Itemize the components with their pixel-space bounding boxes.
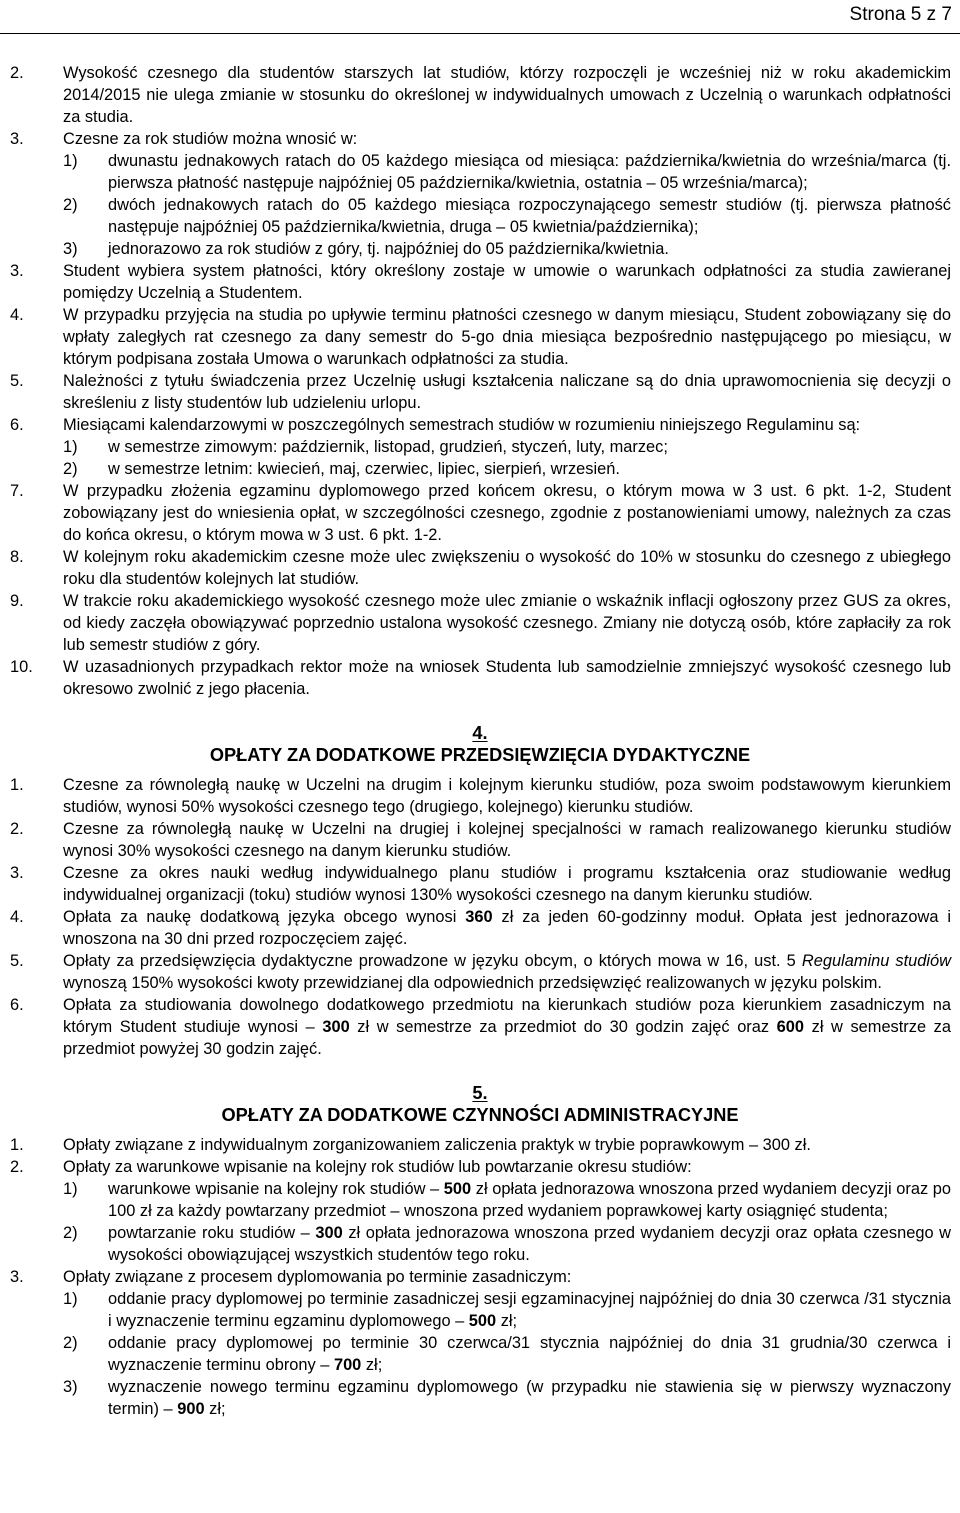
item-text (63, 908, 951, 948)
item-text: Wysokość czesnego dla studentów starszych lat studiów, którzy rozpoczęli je wcześniej niż w roku akademickim 2014/2015 nie ulega zmianie w stosunku do określonej w indywidualnych umowach z Uczelnią o warunkach odpłatności za studia. (63, 64, 951, 126)
sub-item (63, 194, 951, 238)
item-text: Czesne za okres nauki według indywidualnego planu studiów i programu kształcenia oraz studiowanie według indywidualnej organizacji (toku) studiów wynosi 130% wysokości czesnego na danym kierunku studiów. (63, 864, 951, 904)
list-item (0, 1134, 960, 1156)
item-number: 7. (10, 482, 24, 500)
text-run: powtarzanie roku studiów – (108, 1224, 316, 1242)
amount: 700 (333, 1356, 362, 1374)
list-item (0, 62, 960, 128)
text-run: zł; (496, 1312, 518, 1330)
text-run: Opłata za studiowania dowolnego dodatkowego przedmiotu na kierunkach studiów poza kierunkiem zasadniczym na którym Student studiuje wynosi – (63, 996, 951, 1036)
item-text: W przypadku złożenia egzaminu dyplomowego przed końcem okresu, o którym mowa w 3 ust. 6 pkt. 1-2, Student zobowiązany jest do wniesienia opłat, w szczególności czesnego, zgodnie z postanowieniami umowy, należnych za czas do końca okresu, o którym mowa w 3 ust. 6 pkt. 1-2. (63, 482, 951, 544)
list-item (0, 994, 960, 1060)
sub-item-text (108, 1180, 951, 1220)
amount: 360 (465, 908, 493, 926)
amount: 300 (322, 1018, 350, 1036)
sub-item-text (108, 1224, 951, 1264)
list-item (0, 656, 960, 700)
item-number: 6. (10, 996, 24, 1014)
item-number: 5. (10, 952, 24, 970)
sub-item (63, 1332, 951, 1376)
item-text: W uzasadnionych przypadkach rektor może na wniosek Studenta lub samodzielnie zmniejszyć wysokość czesnego lub okresowo zwolnić z jego płacenia. (63, 658, 951, 698)
sub-item-text (108, 1290, 951, 1330)
item-number: 1. (10, 776, 24, 794)
sub-item (63, 238, 951, 260)
text-run: oddanie pracy dyplomowej po terminie zasadniczej sesji egzaminacyjnej najpóźniej do dnia 30 czerwca /31 stycznia i wyznaczenie terminu egzaminu dyplomowego – (108, 1290, 951, 1330)
item-text: Czesne za rok studiów można wnosić w: (63, 130, 358, 148)
sub-item-text: dwunastu jednakowych ratach do 05 każdego miesiąca od miesiąca: października/kwietnia do września/marca (tj. pierwsza płatność następuje najpóźniej 05 października/kwietnia, ostatnia – 05 września/marca); (108, 152, 951, 192)
list-item (0, 260, 960, 304)
sub-item-number: 3) (63, 240, 78, 258)
item-number: 2. (10, 64, 24, 82)
sub-item (63, 458, 951, 480)
item-text: Opłaty związane z procesem dyplomowania po terminie zasadniczym: (63, 1268, 572, 1286)
list-item (0, 304, 960, 370)
item-number: 2. (10, 820, 24, 838)
item-text (63, 952, 951, 992)
section-heading (0, 722, 960, 766)
text-run: Opłata za naukę dodatkową języka obcego wynosi (63, 908, 466, 926)
list-item (0, 414, 960, 480)
list-item (0, 590, 960, 656)
item-text: W przypadku przyjęcia na studia po upływie terminu płatności czesnego w danym miesiącu, Student zobowiązany się do wpłaty zaległych rat czesnego za dany semestr do 5-go dnia miesiąca bezpośrednio następującego po miesiącu, w którym podpisana została Umowa o warunkach odpłatności za studia. (63, 306, 951, 368)
sub-item-number: 1) (63, 1290, 78, 1308)
item-number: 3. (10, 130, 24, 148)
header-rule (0, 33, 960, 34)
item-number: 3. (10, 1268, 24, 1286)
document-reference: Regulaminu studiów (801, 952, 951, 970)
item-text: Student wybiera system płatności, który określony zostaje w umowie o warunkach odpłatności za studia zawieranej pomiędzy Uczelnią a Studentem. (63, 262, 951, 302)
sub-item-number: 2) (63, 1224, 78, 1242)
item-number: 8. (10, 548, 24, 566)
list-item (0, 1266, 960, 1420)
sub-item-number: 2) (63, 196, 78, 214)
item-number: 4. (10, 908, 24, 926)
page-number: Strona 5 z 7 (849, 4, 952, 25)
section-heading (0, 1082, 960, 1126)
item-number: 9. (10, 592, 24, 610)
sub-item-number: 1) (63, 438, 78, 456)
amount: 500 (443, 1180, 472, 1198)
list-item (0, 370, 960, 414)
text-run: zł w semestrze za przedmiot powyżej 30 godzin zajęć. (63, 1018, 951, 1058)
list-item (0, 774, 960, 818)
sub-item (63, 436, 951, 458)
item-number: 5. (10, 372, 24, 390)
section-number: 4. (472, 723, 488, 743)
item-number: 6. (10, 416, 24, 434)
amount: 900 (177, 1400, 205, 1418)
item-number: 4. (10, 306, 24, 324)
list-item (0, 128, 960, 260)
sub-item-number: 1) (63, 1180, 78, 1198)
sub-item (63, 1178, 951, 1222)
sub-item-text: w semestrze letnim: kwiecień, maj, czerwiec, lipiec, sierpień, wrzesień. (108, 460, 620, 478)
item-text: Czesne za równoległą naukę w Uczelni na drugim i kolejnym kierunku studiów, poza swoim podstawowym kierunkiem studiów, wynosi 50% wysokości czesnego tego (drugiego, kolejnego) kierunku studiów. (63, 776, 951, 816)
list-item (0, 906, 960, 950)
sub-item-number: 2) (63, 1334, 78, 1352)
item-text: Opłaty związane z indywidualnym zorganizowaniem zaliczenia praktyk w trybie poprawkowym – 300 zł. (63, 1136, 811, 1154)
item-number: 2. (10, 1158, 24, 1176)
document-body (0, 62, 960, 1420)
sub-item (63, 1376, 951, 1420)
section-number: 5. (472, 1083, 488, 1103)
item-number: 1. (10, 1136, 24, 1154)
list-item (0, 950, 960, 994)
sub-item-text (108, 1334, 951, 1374)
item-number: 3. (10, 262, 24, 280)
item-text: Należności z tytułu świadczenia przez Uczelnię usługi kształcenia naliczane są do dnia uprawomocnienia się decyzji o skreśleniu z listy studentów lub udzieleniu urlopu. (63, 372, 951, 412)
text-run: zł opłata jednorazowa wnoszona przed wydaniem decyzji oraz po 100 zł za każdy powtarzany przedmiot – wnoszona przed wydaniem poprawkowej karty osiągnięć studenta; (108, 1180, 951, 1220)
list-item (0, 862, 960, 906)
text-run: zł; (204, 1400, 226, 1418)
item-number: 10. (10, 658, 33, 676)
amount: 300 (315, 1224, 343, 1242)
item-text: Miesiącami kalendarzowymi w poszczególnych semestrach studiów w rozumieniu niniejszego Regulaminu są: (63, 416, 861, 434)
item-text: Czesne za równoległą naukę w Uczelni na drugiej i kolejnej specjalności w ramach realizowanego kierunku studiów wynosi 30% wysokości czesnego na danym kierunku studiów. (63, 820, 951, 860)
text-run: oddanie pracy dyplomowej po terminie 30 czerwca/31 stycznia najpóźniej do dnia 31 grudnia/30 czerwca i wyznaczenie terminu obrony – (108, 1334, 951, 1374)
sub-item-number: 2) (63, 460, 78, 478)
list-item (0, 1156, 960, 1266)
list-item (0, 818, 960, 862)
item-number: 3. (10, 864, 24, 882)
text-run: zł w semestrze za przedmiot do 30 godzin zajęć oraz (349, 1018, 777, 1036)
amount: 500 (468, 1312, 497, 1330)
sub-item-number: 3) (63, 1378, 78, 1396)
item-text: W trakcie roku akademickiego wysokość czesnego może ulec zmianie o wskaźnik inflacji ogłoszony przez GUS za okres, od kiedy zaczęła obowiązywać poprzednio ustalona wysokość czesnego. Zmiany nie dotyczą osób, które zapłaciły za rok lub semestr studiów z góry. (63, 592, 951, 654)
item-text: Opłaty za warunkowe wpisanie na kolejny rok studiów lub powtarzanie okresu studiów: (63, 1158, 692, 1176)
text-run: zł; (361, 1356, 383, 1374)
text-run: Opłaty za przedsięwzięcia dydaktyczne prowadzone w języku obcym, o których mowa w 16, ust. 5 (63, 952, 802, 970)
sub-item-text: dwóch jednakowych ratach do 05 każdego miesiąca rozpoczynającego semestr studiów (tj. pierwsza płatność następuje najpóźniej 05 października/kwietnia, druga – 05 kwietnia/października); (108, 196, 951, 236)
amount: 600 (776, 1018, 805, 1036)
text-run: wynoszą 150% wysokości kwoty przewidzianej dla odpowiednich przedsięwzięć realizowanych w języku polskim. (63, 974, 882, 992)
text-run: warunkowe wpisanie na kolejny rok studiów – (108, 1180, 444, 1198)
sub-item (63, 1288, 951, 1332)
sub-item (63, 1222, 951, 1266)
sub-item-text (108, 1378, 951, 1418)
sub-item (63, 150, 951, 194)
item-text (63, 996, 951, 1058)
section-title: OPŁATY ZA DODATKOWE PRZEDSIĘWZIĘCIA DYDAKTYCZNE (209, 745, 751, 765)
text-run: zł za jeden 60-godzinny moduł. Opłata jest jednorazowa i wnoszona na 30 dni przed rozpoczęciem zajęć. (63, 908, 951, 948)
sub-item-text: w semestrze zimowym: październik, listopad, grudzień, styczeń, luty, marzec; (108, 438, 668, 456)
page-header (0, 0, 960, 36)
item-text: W kolejnym roku akademickim czesne może ulec zwiększeniu o wysokość do 10% w stosunku do czesnego z ubiegłego roku dla studentów kolejnych lat studiów. (63, 548, 951, 588)
list-item (0, 546, 960, 590)
list-item (0, 480, 960, 546)
sub-item-text: jednorazowo za rok studiów z góry, tj. najpóźniej do 05 października/kwietnia. (108, 240, 669, 258)
text-run: wyznaczenie nowego terminu egzaminu dyplomowego (w przypadku nie stawienia się w pierwszy wyznaczony termin) – (108, 1378, 951, 1418)
sub-item-number: 1) (63, 152, 78, 170)
text-run: zł opłata jednorazowa wnoszona przed wydaniem decyzji oraz opłata czesnego w wysokości obowiązującej wszystkich studentów tego roku. (108, 1224, 951, 1264)
section-title: OPŁATY ZA DODATKOWE CZYNNOŚCI ADMINISTRACYJNE (221, 1105, 739, 1125)
